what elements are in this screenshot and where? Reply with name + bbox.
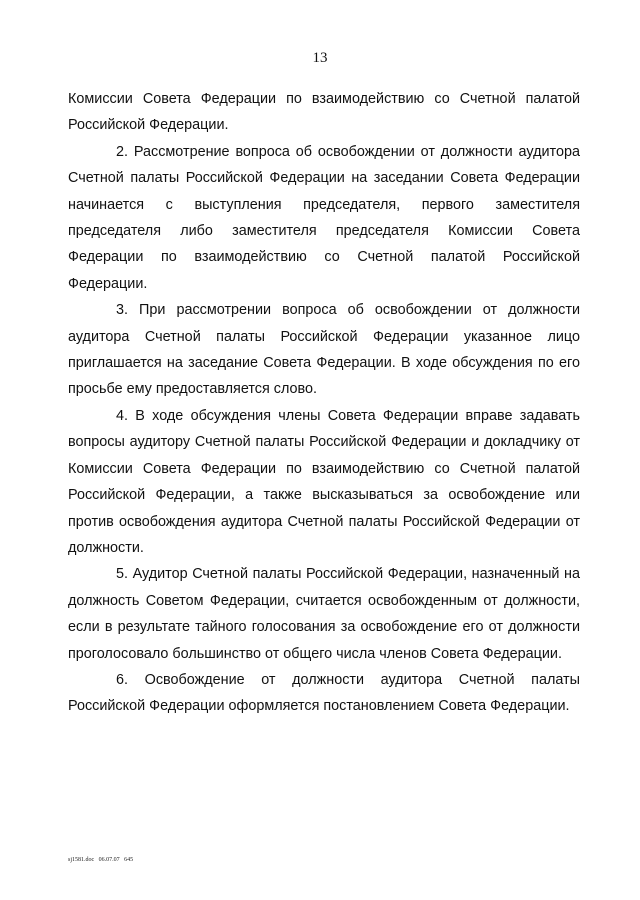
paragraph-item-4: 4. В ходе обсуждения члены Совета Федерации вправе задавать вопросы аудитору Счетной палаты Российской Федерации и докладчику от Комиссии Совета Федерации по взаимодействию со Счетной палатой Российской Федерации, а также высказываться за освобождение или против освобождения аудитора Счетной палаты Российской Федерации от должности. — [68, 407, 580, 556]
document-footer: sj1581.doc 06.07.07 645 — [68, 857, 134, 863]
paragraph-item-2: 2. Рассмотрение вопроса об освобождении от должности аудитора Счетной палаты Российской Федерации на заседании Совета Федерации начинается с выступления председателя, первого заместителя председателя либо заместителя председателя Комиссии Совета Федерации по взаимодействию со Счетной палатой Российской Федерации. — [68, 143, 580, 292]
paragraph-item-6: 6. Освобождение от должности аудитора Счетной палаты Российской Федерации оформляется постановлением Совета Федерации. — [68, 671, 580, 715]
paragraph-item-5: 5. Аудитор Счетной палаты Российской Федерации, назначенный на должность Советом Федерации, считается освобожденным от должности, если в результате тайного голосования за освобождение его от должности проголосовало большинство от общего числа членов Совета Федерации. — [68, 566, 580, 662]
paragraph-continuation: Комиссии Совета Федерации по взаимодействию со Счетной палатой Российской Федерации. — [68, 91, 580, 134]
page-number: 13 — [312, 50, 328, 66]
document-body — [68, 86, 580, 720]
paragraph-item-3: 3. При рассмотрении вопроса об освобождении от должности аудитора Счетной палаты Российской Федерации указанное лицо приглашается на заседание Совета Федерации. В ходе обсуждения по его просьбе ему предоставляется слово. — [68, 302, 580, 398]
